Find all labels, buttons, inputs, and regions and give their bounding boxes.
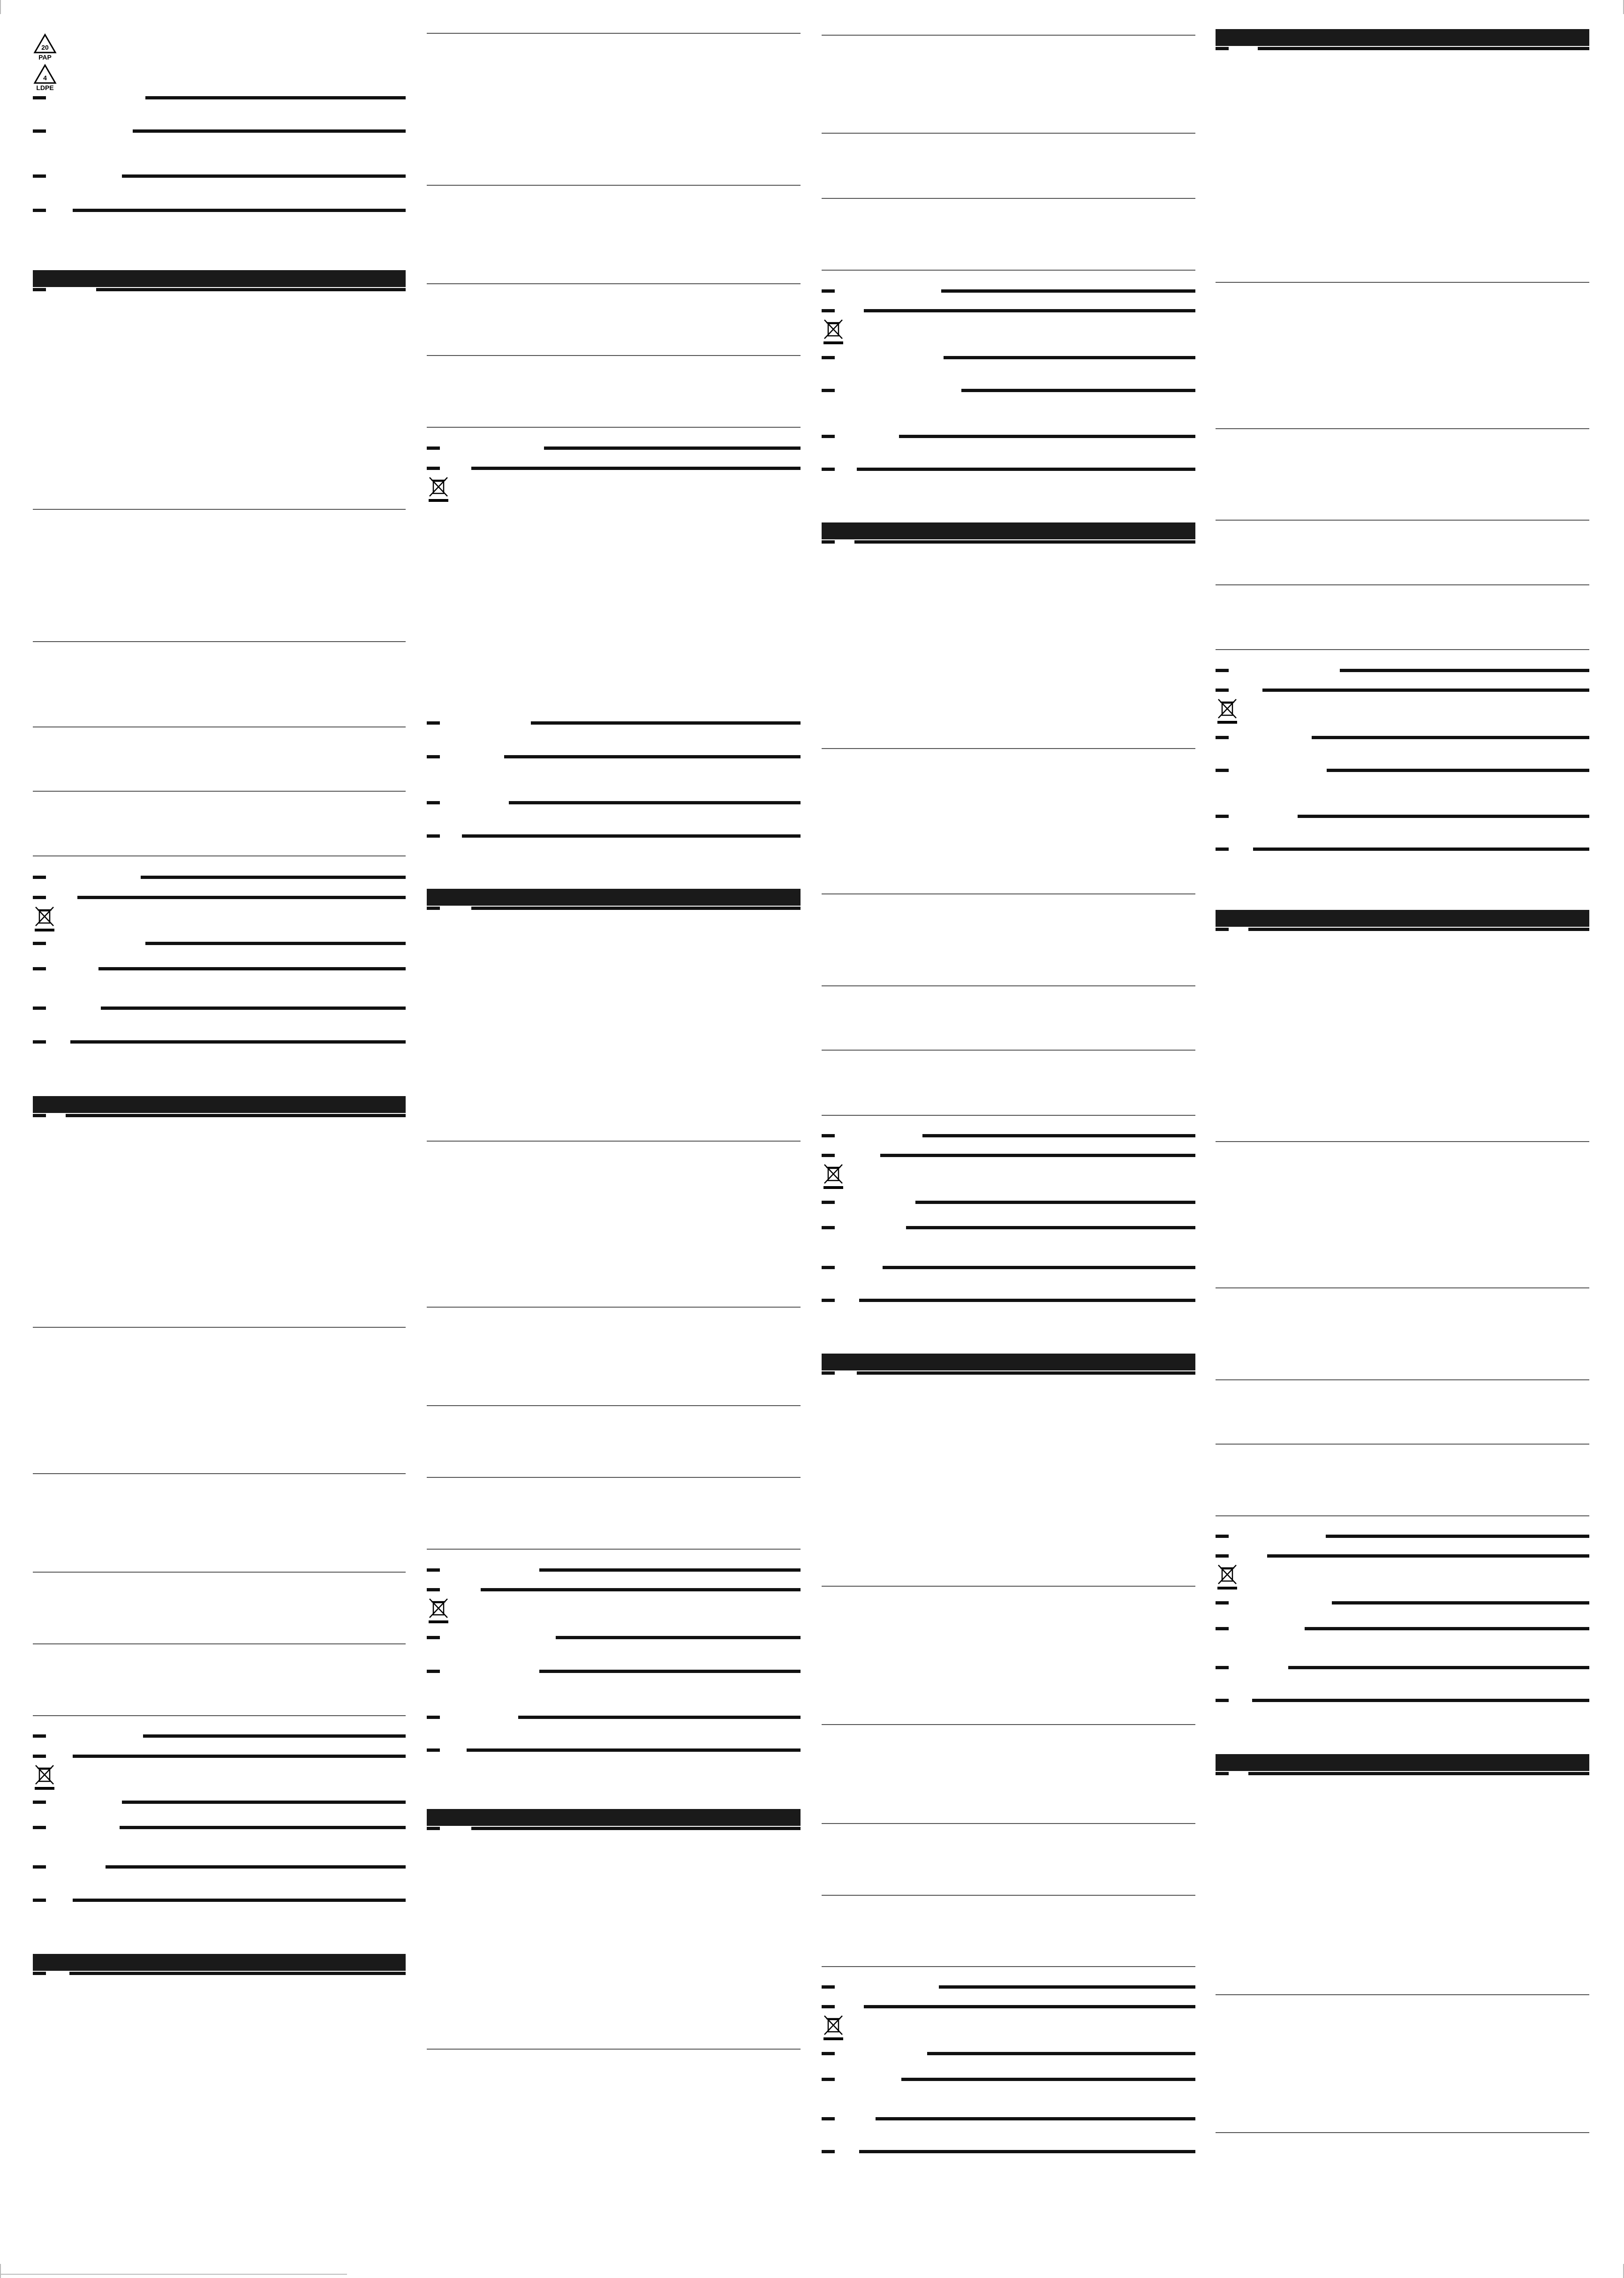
bullet-mark xyxy=(427,801,440,804)
divider xyxy=(33,509,406,510)
redacted-line xyxy=(864,2005,1195,2008)
redacted-line xyxy=(883,1266,1195,1269)
bullet-mark xyxy=(427,1588,440,1591)
crop-mark xyxy=(0,2264,1,2278)
redacted-line xyxy=(1312,736,1589,739)
recycle-triangle-icon xyxy=(33,63,57,91)
divider xyxy=(1216,1515,1589,1516)
section-header-bar xyxy=(1216,1754,1589,1771)
recycle-code-number: 20 xyxy=(41,44,49,51)
redacted-line xyxy=(906,1226,1195,1229)
bullet-mark xyxy=(1216,1699,1229,1702)
bullet-mark xyxy=(427,834,440,838)
bullet-mark xyxy=(1216,848,1229,851)
bullet-mark xyxy=(822,540,835,544)
divider xyxy=(1216,1994,1589,1995)
redacted-line xyxy=(539,1670,801,1673)
redacted-line xyxy=(922,1134,1195,1137)
bullet-mark xyxy=(822,468,835,471)
redacted-line xyxy=(73,1899,406,1902)
divider xyxy=(427,1405,801,1406)
bullet-mark xyxy=(33,288,46,291)
redacted-line xyxy=(101,1007,406,1010)
redacted-line xyxy=(556,1636,801,1639)
redacted-line xyxy=(961,389,1195,392)
divider xyxy=(1216,520,1589,521)
redacted-line xyxy=(1332,1601,1589,1604)
bullet-mark xyxy=(1216,669,1229,672)
redacted-line xyxy=(145,96,406,99)
bullet-mark xyxy=(822,1226,835,1229)
divider xyxy=(822,748,1195,749)
bullet-mark xyxy=(1216,769,1229,772)
divider xyxy=(822,198,1195,199)
divider xyxy=(427,283,801,284)
bullet-mark xyxy=(822,356,835,359)
recycle-code-label: PAP xyxy=(38,53,52,61)
redacted-line xyxy=(1253,848,1589,851)
bullet-mark xyxy=(822,2078,835,2081)
bullet-mark xyxy=(33,1865,46,1869)
redacted-line xyxy=(509,801,801,804)
divider xyxy=(822,1823,1195,1824)
crossed-out-wheelie-bin-icon xyxy=(427,475,451,503)
bullet-mark xyxy=(822,289,835,293)
section-header-bar xyxy=(822,1354,1195,1370)
divider xyxy=(822,1050,1195,1051)
crop-mark xyxy=(0,0,1,14)
redacted-line xyxy=(1267,1554,1589,1558)
divider xyxy=(1216,584,1589,585)
bullet-mark xyxy=(822,2005,835,2008)
bullet-mark xyxy=(1216,736,1229,739)
bullet-mark xyxy=(33,1040,46,1044)
redacted-line xyxy=(1262,689,1589,692)
bullet-mark xyxy=(33,129,46,133)
bullet-mark xyxy=(33,967,46,970)
bullet-mark xyxy=(427,1748,440,1752)
redacted-line xyxy=(96,288,406,291)
redacted-line xyxy=(857,1371,1195,1375)
divider xyxy=(427,1141,801,1142)
divider xyxy=(1216,649,1589,650)
redacted-line xyxy=(73,1755,406,1758)
redacted-line xyxy=(518,1716,801,1719)
bullet-mark xyxy=(33,942,46,945)
divider xyxy=(33,1327,406,1328)
redacted-line xyxy=(98,967,406,970)
bullet-mark xyxy=(33,96,46,99)
divider xyxy=(33,1572,406,1573)
divider xyxy=(427,2049,801,2050)
redacted-line xyxy=(915,1201,1195,1204)
redacted-line xyxy=(471,467,801,470)
divider xyxy=(33,641,406,642)
redacted-line xyxy=(876,2117,1195,2120)
crossed-out-wheelie-bin-icon xyxy=(822,1162,846,1190)
redacted-line xyxy=(66,1114,406,1117)
divider xyxy=(822,35,1195,36)
divider xyxy=(427,355,801,356)
divider xyxy=(822,270,1195,271)
bullet-mark xyxy=(1216,815,1229,818)
bullet-mark xyxy=(33,1826,46,1829)
bullet-mark xyxy=(33,1114,46,1117)
section-header-bar xyxy=(1216,910,1589,927)
redacted-line xyxy=(857,468,1195,471)
divider xyxy=(33,791,406,792)
bullet-mark xyxy=(1216,1627,1229,1630)
redacted-line xyxy=(539,1568,801,1572)
recycle-code-label: LDPE xyxy=(36,84,54,91)
recycle-code-number: 4 xyxy=(43,74,47,82)
bullet-mark xyxy=(427,721,440,725)
section-header-bar xyxy=(33,1096,406,1113)
divider xyxy=(427,427,801,428)
redacted-line xyxy=(941,289,1195,293)
redacted-line xyxy=(122,1801,406,1804)
divider xyxy=(33,1715,406,1716)
crossed-out-wheelie-bin-icon xyxy=(822,2013,846,2041)
redacted-line xyxy=(471,907,801,910)
redacted-line xyxy=(467,1748,801,1752)
redacted-line xyxy=(122,174,406,178)
redacted-line xyxy=(143,1734,406,1738)
bullet-mark xyxy=(822,1201,835,1204)
bullet-mark xyxy=(427,907,440,910)
bullet-mark xyxy=(33,1972,46,1975)
bullet-mark xyxy=(822,1154,835,1157)
bullet-mark xyxy=(822,1266,835,1269)
redacted-line xyxy=(899,435,1195,438)
crossed-out-wheelie-bin-icon xyxy=(822,317,846,345)
divider xyxy=(822,1895,1195,1896)
redacted-line xyxy=(145,942,406,945)
redacted-line xyxy=(1298,815,1589,818)
bullet-mark xyxy=(822,2150,835,2153)
column-4 xyxy=(1216,0,1589,2278)
section-header-bar xyxy=(33,270,406,287)
bullet-mark xyxy=(33,896,46,899)
divider xyxy=(822,133,1195,134)
bullet-mark xyxy=(427,1636,440,1639)
divider xyxy=(822,1724,1195,1725)
divider xyxy=(1216,282,1589,283)
redacted-line xyxy=(1252,1699,1589,1702)
bullet-mark xyxy=(822,435,835,438)
column-2 xyxy=(427,0,801,2278)
redacted-line xyxy=(1326,1535,1589,1538)
divider xyxy=(1216,1379,1589,1380)
bullet-mark xyxy=(1216,1554,1229,1558)
crossed-out-wheelie-bin-icon xyxy=(1216,1562,1240,1590)
redacted-line xyxy=(854,540,1195,544)
bullet-mark xyxy=(822,309,835,312)
bullet-mark xyxy=(1216,1535,1229,1538)
bullet-mark xyxy=(1216,1772,1229,1775)
redacted-line xyxy=(944,356,1195,359)
divider xyxy=(822,985,1195,986)
crossed-out-wheelie-bin-icon xyxy=(33,904,57,932)
bullet-mark xyxy=(822,2052,835,2055)
redacted-line xyxy=(471,1827,801,1830)
bullet-mark xyxy=(1216,928,1229,931)
divider xyxy=(427,33,801,34)
bullet-mark xyxy=(1216,47,1229,50)
bullet-mark xyxy=(33,876,46,879)
bullet-mark xyxy=(33,1899,46,1902)
divider xyxy=(33,855,406,856)
redacted-line xyxy=(133,129,406,133)
redacted-line xyxy=(1327,769,1589,772)
divider xyxy=(822,1586,1195,1587)
divider xyxy=(1216,1141,1589,1142)
recycle-triangle-icon xyxy=(33,33,57,61)
divider xyxy=(1216,1287,1589,1288)
bullet-mark xyxy=(33,1801,46,1804)
bullet-mark xyxy=(1216,1666,1229,1669)
redacted-line xyxy=(1248,1772,1589,1775)
bullet-mark xyxy=(33,1734,46,1738)
divider xyxy=(427,1549,801,1550)
bullet-mark xyxy=(427,1716,440,1719)
section-header-bar xyxy=(427,1809,801,1826)
redacted-line xyxy=(859,1299,1195,1302)
divider xyxy=(33,1473,406,1474)
redacted-line xyxy=(1305,1627,1589,1630)
divider xyxy=(1216,428,1589,429)
crossed-out-wheelie-bin-icon xyxy=(33,1763,57,1791)
redacted-line xyxy=(1248,928,1589,931)
redacted-line xyxy=(859,2150,1195,2153)
bullet-mark xyxy=(427,447,440,450)
redacted-line xyxy=(141,876,406,879)
redacted-line xyxy=(901,2078,1195,2081)
divider xyxy=(822,1966,1195,1967)
redacted-line xyxy=(1288,1666,1589,1669)
column-3 xyxy=(822,0,1195,2278)
bullet-mark xyxy=(427,755,440,758)
redacted-line xyxy=(504,755,801,758)
bullet-mark xyxy=(33,174,46,178)
bullet-mark xyxy=(822,1299,835,1302)
divider xyxy=(427,1307,801,1308)
bullet-mark xyxy=(427,1827,440,1830)
crossed-out-wheelie-bin-icon xyxy=(427,1596,451,1624)
redacted-line xyxy=(120,1826,406,1829)
bullet-mark xyxy=(822,389,835,392)
bullet-mark xyxy=(427,1670,440,1673)
bullet-mark xyxy=(427,467,440,470)
redacted-line xyxy=(544,447,801,450)
bullet-mark xyxy=(33,1007,46,1010)
divider xyxy=(1216,1444,1589,1445)
bullet-mark xyxy=(822,2117,835,2120)
redacted-line xyxy=(106,1865,406,1869)
redacted-line xyxy=(1340,669,1589,672)
redacted-line xyxy=(73,209,406,212)
redacted-line xyxy=(1258,47,1589,50)
redacted-line xyxy=(927,2052,1195,2055)
redacted-line xyxy=(864,309,1195,312)
section-header-bar xyxy=(427,889,801,906)
divider xyxy=(427,185,801,186)
redacted-line xyxy=(481,1588,801,1591)
bullet-mark xyxy=(1216,1601,1229,1604)
redacted-line xyxy=(531,721,801,725)
redacted-line xyxy=(70,1040,406,1044)
divider xyxy=(822,893,1195,894)
redacted-line xyxy=(880,1154,1195,1157)
bullet-mark xyxy=(822,1134,835,1137)
divider xyxy=(1216,2132,1589,2133)
redacted-line xyxy=(77,896,406,899)
bullet-mark xyxy=(33,209,46,212)
bullet-mark xyxy=(822,1371,835,1375)
crossed-out-wheelie-bin-icon xyxy=(1216,696,1240,725)
redacted-line xyxy=(462,834,801,838)
section-header-bar xyxy=(822,522,1195,539)
section-header-bar xyxy=(33,1954,406,1971)
section-header-bar xyxy=(1216,29,1589,46)
divider xyxy=(427,1477,801,1478)
divider xyxy=(822,1115,1195,1116)
bullet-mark xyxy=(427,1568,440,1572)
redacted-line xyxy=(939,1985,1195,1989)
divider xyxy=(33,1643,406,1644)
column-1 xyxy=(33,0,406,2278)
bullet-mark xyxy=(33,1755,46,1758)
redacted-line xyxy=(69,1972,406,1975)
bullet-mark xyxy=(1216,689,1229,692)
bullet-mark xyxy=(822,1985,835,1989)
